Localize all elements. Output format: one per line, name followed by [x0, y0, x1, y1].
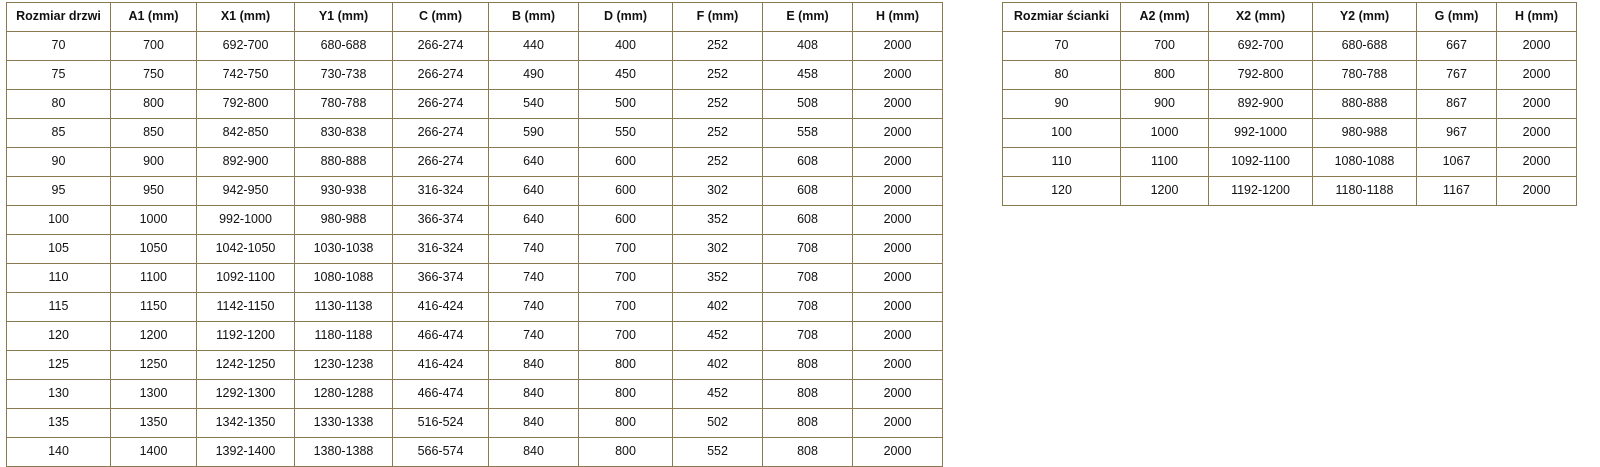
table-cell: 140 — [7, 438, 111, 467]
table-cell: 266-274 — [393, 90, 489, 119]
table-row — [7, 119, 943, 148]
table-cell: 1000 — [1121, 119, 1209, 148]
table-cell: 700 — [579, 235, 673, 264]
table-cell: 302 — [673, 235, 763, 264]
walls-table-header — [1003, 3, 1577, 32]
table-cell: 440 — [489, 32, 579, 61]
table-row — [7, 206, 943, 235]
table-cell: 680-688 — [1313, 32, 1417, 61]
table-row — [7, 409, 943, 438]
table-cell: 792-800 — [1209, 61, 1313, 90]
table-row — [7, 177, 943, 206]
table-cell: 90 — [7, 148, 111, 177]
table-cell: 700 — [579, 322, 673, 351]
table-cell: 1142-1150 — [197, 293, 295, 322]
table-cell: 80 — [1003, 61, 1121, 90]
table-cell: 1080-1088 — [1313, 148, 1417, 177]
table-cell: 1292-1300 — [197, 380, 295, 409]
table-cell: 2000 — [853, 322, 943, 351]
table-cell: 780-788 — [295, 90, 393, 119]
table-cell: 980-988 — [295, 206, 393, 235]
table-cell: 600 — [579, 148, 673, 177]
table-cell: 2000 — [853, 206, 943, 235]
table-cell: 800 — [1121, 61, 1209, 90]
table-header-row — [7, 3, 943, 32]
table-cell: 992-1000 — [1209, 119, 1313, 148]
table-row — [1003, 148, 1577, 177]
table-cell: 1392-1400 — [197, 438, 295, 467]
doors-column-header: D (mm) — [579, 3, 673, 32]
table-cell: 1330-1338 — [295, 409, 393, 438]
table-cell: 740 — [489, 322, 579, 351]
table-row — [7, 380, 943, 409]
table-cell: 2000 — [853, 148, 943, 177]
doors-column-header: A1 (mm) — [111, 3, 197, 32]
table-cell: 708 — [763, 322, 853, 351]
doors-column-header: C (mm) — [393, 3, 489, 32]
table-cell: 1250 — [111, 351, 197, 380]
table-cell: 110 — [1003, 148, 1121, 177]
table-cell: 730-738 — [295, 61, 393, 90]
table-cell: 840 — [489, 438, 579, 467]
table-cell: 792-800 — [197, 90, 295, 119]
doors-table-body — [7, 32, 943, 467]
walls-dimensions-table-container — [1002, 2, 1577, 206]
table-cell: 1050 — [111, 235, 197, 264]
table-cell: 800 — [579, 438, 673, 467]
table-cell: 700 — [579, 293, 673, 322]
table-cell: 800 — [579, 380, 673, 409]
table-cell: 1350 — [111, 409, 197, 438]
table-cell: 302 — [673, 177, 763, 206]
table-cell: 600 — [579, 206, 673, 235]
table-cell: 980-988 — [1313, 119, 1417, 148]
walls-column-header: X2 (mm) — [1209, 3, 1313, 32]
table-cell: 840 — [489, 409, 579, 438]
table-cell: 808 — [763, 380, 853, 409]
walls-dimensions-table — [1002, 2, 1577, 206]
table-cell: 892-900 — [1209, 90, 1313, 119]
table-cell: 1180-1188 — [295, 322, 393, 351]
table-cell: 1300 — [111, 380, 197, 409]
table-cell: 2000 — [853, 351, 943, 380]
table-cell: 2000 — [853, 438, 943, 467]
table-cell: 2000 — [853, 90, 943, 119]
table-row — [1003, 61, 1577, 90]
table-cell: 740 — [489, 293, 579, 322]
doors-column-header: Y1 (mm) — [295, 3, 393, 32]
table-row — [7, 32, 943, 61]
table-cell: 85 — [7, 119, 111, 148]
table-cell: 2000 — [1497, 90, 1577, 119]
table-row — [7, 293, 943, 322]
table-cell: 266-274 — [393, 61, 489, 90]
table-cell: 640 — [489, 148, 579, 177]
table-cell: 458 — [763, 61, 853, 90]
table-cell: 550 — [579, 119, 673, 148]
table-cell: 608 — [763, 206, 853, 235]
table-cell: 252 — [673, 61, 763, 90]
table-cell: 700 — [111, 32, 197, 61]
table-cell: 2000 — [853, 293, 943, 322]
table-cell: 808 — [763, 438, 853, 467]
table-cell: 608 — [763, 177, 853, 206]
table-cell: 900 — [1121, 90, 1209, 119]
table-cell: 1192-1200 — [1209, 177, 1313, 206]
table-cell: 780-788 — [1313, 61, 1417, 90]
table-cell: 680-688 — [295, 32, 393, 61]
table-cell: 967 — [1417, 119, 1497, 148]
table-cell: 2000 — [853, 119, 943, 148]
table-cell: 900 — [111, 148, 197, 177]
table-cell: 840 — [489, 351, 579, 380]
doors-column-header: B (mm) — [489, 3, 579, 32]
table-row — [1003, 32, 1577, 61]
table-cell: 2000 — [853, 264, 943, 293]
table-cell: 1200 — [111, 322, 197, 351]
table-cell: 466-474 — [393, 380, 489, 409]
table-cell: 95 — [7, 177, 111, 206]
walls-column-header: H (mm) — [1497, 3, 1577, 32]
table-cell: 692-700 — [197, 32, 295, 61]
table-cell: 110 — [7, 264, 111, 293]
doors-column-header: Rozmiar drzwi — [7, 3, 111, 32]
table-cell: 2000 — [1497, 119, 1577, 148]
table-cell: 800 — [111, 90, 197, 119]
table-row — [7, 264, 943, 293]
table-cell: 130 — [7, 380, 111, 409]
table-cell: 516-524 — [393, 409, 489, 438]
table-cell: 352 — [673, 206, 763, 235]
table-cell: 942-950 — [197, 177, 295, 206]
table-row — [7, 322, 943, 351]
table-cell: 252 — [673, 32, 763, 61]
table-cell: 800 — [579, 351, 673, 380]
table-cell: 2000 — [853, 177, 943, 206]
table-cell: 502 — [673, 409, 763, 438]
table-cell: 402 — [673, 293, 763, 322]
table-cell: 2000 — [853, 380, 943, 409]
table-cell: 750 — [111, 61, 197, 90]
table-cell: 700 — [1121, 32, 1209, 61]
table-row — [1003, 119, 1577, 148]
table-cell: 2000 — [853, 235, 943, 264]
table-row — [7, 438, 943, 467]
table-cell: 1280-1288 — [295, 380, 393, 409]
table-row — [7, 148, 943, 177]
table-cell: 992-1000 — [197, 206, 295, 235]
table-row — [7, 351, 943, 380]
table-cell: 90 — [1003, 90, 1121, 119]
walls-table-body — [1003, 32, 1577, 206]
table-cell: 600 — [579, 177, 673, 206]
table-cell: 1092-1100 — [1209, 148, 1313, 177]
table-cell: 1230-1238 — [295, 351, 393, 380]
doors-table-header — [7, 3, 943, 32]
table-cell: 450 — [579, 61, 673, 90]
table-cell: 105 — [7, 235, 111, 264]
table-cell: 1400 — [111, 438, 197, 467]
doors-column-header: E (mm) — [763, 3, 853, 32]
table-cell: 70 — [1003, 32, 1121, 61]
doors-column-header: X1 (mm) — [197, 3, 295, 32]
table-cell: 1167 — [1417, 177, 1497, 206]
table-cell: 416-424 — [393, 293, 489, 322]
table-cell: 1192-1200 — [197, 322, 295, 351]
table-cell: 366-374 — [393, 264, 489, 293]
table-cell: 808 — [763, 409, 853, 438]
table-cell: 867 — [1417, 90, 1497, 119]
table-cell: 1042-1050 — [197, 235, 295, 264]
table-cell: 466-474 — [393, 322, 489, 351]
table-cell: 880-888 — [1313, 90, 1417, 119]
table-cell: 366-374 — [393, 206, 489, 235]
table-cell: 100 — [7, 206, 111, 235]
table-row — [1003, 177, 1577, 206]
table-cell: 266-274 — [393, 32, 489, 61]
table-cell: 740 — [489, 235, 579, 264]
walls-column-header: Y2 (mm) — [1313, 3, 1417, 32]
table-cell: 880-888 — [295, 148, 393, 177]
table-cell: 552 — [673, 438, 763, 467]
table-cell: 316-324 — [393, 235, 489, 264]
table-cell: 540 — [489, 90, 579, 119]
table-cell: 408 — [763, 32, 853, 61]
table-cell: 830-838 — [295, 119, 393, 148]
table-cell: 740 — [489, 264, 579, 293]
table-cell: 692-700 — [1209, 32, 1313, 61]
table-cell: 400 — [579, 32, 673, 61]
table-cell: 266-274 — [393, 119, 489, 148]
table-cell: 667 — [1417, 32, 1497, 61]
table-cell: 416-424 — [393, 351, 489, 380]
table-cell: 1080-1088 — [295, 264, 393, 293]
table-cell: 1100 — [111, 264, 197, 293]
table-cell: 700 — [579, 264, 673, 293]
table-cell: 2000 — [853, 32, 943, 61]
table-cell: 266-274 — [393, 148, 489, 177]
table-cell: 640 — [489, 206, 579, 235]
table-cell: 608 — [763, 148, 853, 177]
table-cell: 2000 — [1497, 61, 1577, 90]
table-cell: 2000 — [1497, 177, 1577, 206]
table-cell: 100 — [1003, 119, 1121, 148]
table-cell: 708 — [763, 235, 853, 264]
table-cell: 252 — [673, 148, 763, 177]
table-cell: 452 — [673, 380, 763, 409]
table-cell: 1000 — [111, 206, 197, 235]
table-cell: 70 — [7, 32, 111, 61]
table-cell: 850 — [111, 119, 197, 148]
table-cell: 1150 — [111, 293, 197, 322]
table-cell: 590 — [489, 119, 579, 148]
table-cell: 120 — [7, 322, 111, 351]
table-header-row — [1003, 3, 1577, 32]
table-cell: 1067 — [1417, 148, 1497, 177]
table-row — [7, 61, 943, 90]
table-row — [7, 235, 943, 264]
table-cell: 800 — [579, 409, 673, 438]
table-cell: 252 — [673, 119, 763, 148]
doors-column-header: H (mm) — [853, 3, 943, 32]
table-cell: 75 — [7, 61, 111, 90]
table-cell: 950 — [111, 177, 197, 206]
table-cell: 808 — [763, 351, 853, 380]
table-cell: 640 — [489, 177, 579, 206]
table-cell: 490 — [489, 61, 579, 90]
table-cell: 252 — [673, 90, 763, 119]
table-cell: 930-938 — [295, 177, 393, 206]
table-cell: 708 — [763, 293, 853, 322]
table-row — [7, 90, 943, 119]
walls-column-header: G (mm) — [1417, 3, 1497, 32]
table-cell: 742-750 — [197, 61, 295, 90]
table-cell: 566-574 — [393, 438, 489, 467]
table-cell: 316-324 — [393, 177, 489, 206]
table-cell: 767 — [1417, 61, 1497, 90]
table-cell: 1092-1100 — [197, 264, 295, 293]
table-cell: 2000 — [1497, 148, 1577, 177]
table-cell: 1100 — [1121, 148, 1209, 177]
table-cell: 1180-1188 — [1313, 177, 1417, 206]
table-cell: 1130-1138 — [295, 293, 393, 322]
doors-dimensions-table — [6, 2, 943, 467]
table-row — [1003, 90, 1577, 119]
table-cell: 708 — [763, 264, 853, 293]
doors-column-header: F (mm) — [673, 3, 763, 32]
table-cell: 1380-1388 — [295, 438, 393, 467]
table-cell: 558 — [763, 119, 853, 148]
table-cell: 402 — [673, 351, 763, 380]
table-cell: 1030-1038 — [295, 235, 393, 264]
table-cell: 1342-1350 — [197, 409, 295, 438]
table-cell: 115 — [7, 293, 111, 322]
table-cell: 1242-1250 — [197, 351, 295, 380]
table-cell: 840 — [489, 380, 579, 409]
table-cell: 452 — [673, 322, 763, 351]
table-cell: 2000 — [1497, 32, 1577, 61]
doors-dimensions-table-container — [6, 2, 943, 467]
walls-column-header: Rozmiar ścianki — [1003, 3, 1121, 32]
table-cell: 80 — [7, 90, 111, 119]
table-cell: 508 — [763, 90, 853, 119]
walls-column-header: A2 (mm) — [1121, 3, 1209, 32]
table-cell: 120 — [1003, 177, 1121, 206]
table-cell: 842-850 — [197, 119, 295, 148]
table-cell: 135 — [7, 409, 111, 438]
table-cell: 500 — [579, 90, 673, 119]
table-cell: 1200 — [1121, 177, 1209, 206]
table-cell: 892-900 — [197, 148, 295, 177]
table-cell: 2000 — [853, 61, 943, 90]
table-cell: 352 — [673, 264, 763, 293]
table-cell: 2000 — [853, 409, 943, 438]
table-cell: 125 — [7, 351, 111, 380]
